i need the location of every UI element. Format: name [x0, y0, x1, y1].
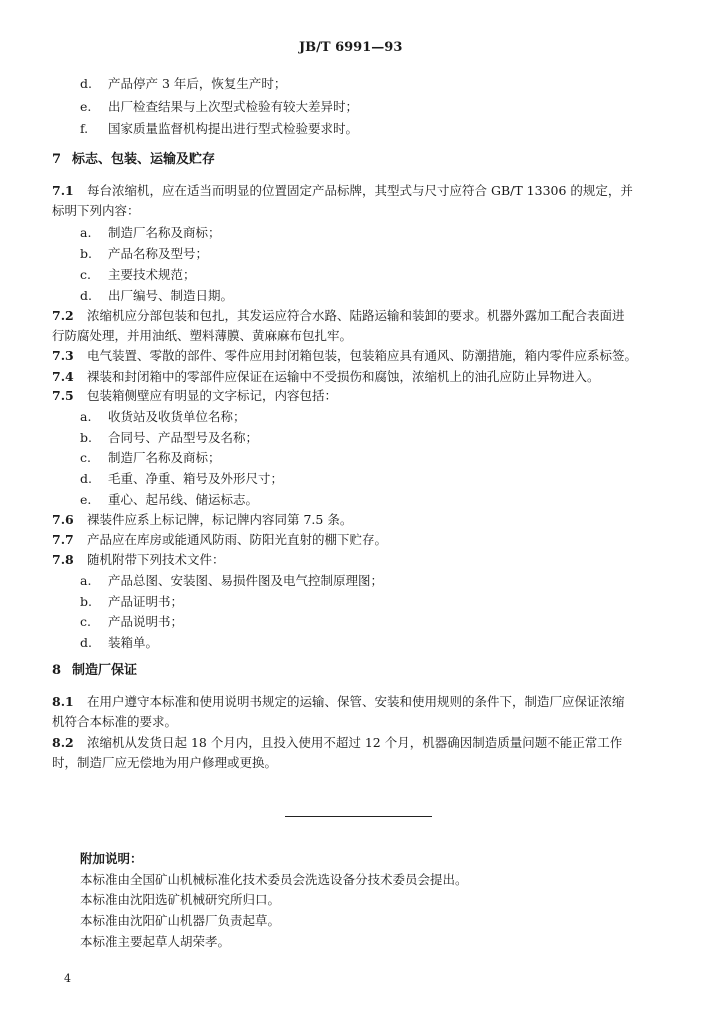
clause-text: 行防腐处理，并用油纸、塑料薄膜、黄麻麻布包扎牢。 [52, 328, 353, 343]
list-marker: d. [80, 471, 92, 486]
clause-number: 7.4 [52, 369, 74, 384]
clause-text: 时，制造厂应无偿地为用户修理或更换。 [52, 755, 278, 770]
clause-number: 7.7 [52, 532, 74, 547]
clause-text: 包装箱侧壁应有明显的文字标记，内容包括： [87, 388, 338, 403]
clause-number: 7.8 [52, 552, 74, 567]
notes-line: 本标准由沈阳选矿机械研究所归口。 [80, 892, 281, 907]
list-marker: b. [80, 594, 92, 609]
clause-text: 裸装和封闭箱中的零部件应保证在运输中不受损伤和腐蚀，浓缩机上的油孔应防止异物进入。 [87, 369, 600, 384]
list-marker: c. [80, 614, 91, 629]
list-item: 产品名称及型号； [108, 246, 209, 261]
list-item: 产品总图、安装图、易损件图及电气控制原理图； [108, 573, 384, 588]
clause-text: 浓缩机应分部包装和包扎，其发运应符合水路、陆路运输和装卸的要求。机器外露加工配合表面进 [87, 308, 625, 323]
list-item: 产品停产 3 年后，恢复生产时； [108, 76, 287, 91]
page-header: JB/T 6991—93 [299, 40, 403, 55]
section-number: 7 [52, 152, 62, 167]
list-marker: d. [80, 288, 92, 303]
list-marker: a. [80, 225, 92, 240]
list-item: 出厂编号、制造日期。 [108, 288, 234, 303]
clause-number: 8.1 [52, 694, 74, 709]
list-marker: c. [80, 450, 91, 465]
clause-text: 产品应在库房或能通风防雨、防阳光直射的棚下贮存。 [87, 532, 388, 547]
clause-number: 7.6 [52, 512, 74, 527]
section-title: 制造厂保证 [72, 663, 138, 678]
list-marker: d. [80, 635, 92, 650]
clause-number: 7.2 [52, 308, 74, 323]
list-marker: d. [80, 76, 92, 91]
list-item: 产品证明书； [108, 594, 184, 609]
list-marker: b. [80, 430, 92, 445]
list-marker: a. [80, 573, 92, 588]
list-item: 合同号、产品型号及名称； [108, 430, 259, 445]
section-number: 8 [52, 663, 62, 678]
list-item: 收货站及收货单位名称； [108, 409, 246, 424]
list-marker: f. [80, 121, 89, 136]
clause-text: 在用户遵守本标准和使用说明书规定的运输、保管、安装和使用规则的条件下，制造厂应保证浓缩 [87, 694, 625, 709]
page-number: 4 [64, 972, 71, 985]
list-marker: a. [80, 409, 92, 424]
list-item: 装箱单。 [108, 635, 159, 650]
clause-text: 随机附带下列技术文件： [87, 552, 225, 567]
clause-text: 标明下列内容： [52, 203, 140, 218]
clause-text: 浓缩机从发货日起 18 个月内，且投入使用不超过 12 个月，机器确因制造质量问题不能正常工作 [87, 735, 623, 750]
clause-text: 裸装件应系上标记牌，标记牌内容同第 7.5 条。 [87, 512, 353, 527]
section-title: 标志、包装、运输及贮存 [72, 152, 216, 167]
clause-number: 8.2 [52, 735, 74, 750]
clause-text: 机符合本标准的要求。 [52, 714, 178, 729]
clause-text: 电气装置、零散的部件、零件应用封闭箱包装，包装箱应具有通风、防潮措施，箱内零件应系标签。 [87, 348, 638, 363]
list-marker: e. [80, 492, 92, 507]
list-marker: b. [80, 246, 92, 261]
list-marker: e. [80, 99, 92, 114]
clause-text: 每台浓缩机，应在适当而明显的位置固定产品标牌，其型式与尺寸应符合 GB/T 13306 的规定，并 [87, 183, 633, 198]
notes-line: 本标准由沈阳矿山机器厂负责起草。 [80, 913, 281, 928]
notes-line: 本标准由全国矿山机械标准化技术委员会洗选设备分技术委员会提出。 [80, 872, 468, 887]
notes-line: 本标准主要起草人胡荣孝。 [80, 934, 231, 949]
list-item: 重心、起吊线、储运标志。 [108, 492, 259, 507]
list-item: 制造厂名称及商标； [108, 450, 221, 465]
list-item: 国家质量监督机构提出进行型式检验要求时。 [108, 121, 359, 136]
list-item: 制造厂名称及商标； [108, 225, 221, 240]
clause-number: 7.3 [52, 348, 74, 363]
list-item: 毛重、净重、箱号及外形尺寸； [108, 471, 284, 486]
section-divider [285, 816, 432, 817]
notes-title: 附加说明： [80, 851, 143, 866]
list-item: 产品说明书； [108, 614, 184, 629]
list-item: 出厂检查结果与上次型式检验有较大差异时； [108, 99, 359, 114]
list-marker: c. [80, 267, 91, 282]
list-item: 主要技术规范； [108, 267, 196, 282]
clause-number: 7.1 [52, 183, 74, 198]
clause-number: 7.5 [52, 388, 74, 403]
